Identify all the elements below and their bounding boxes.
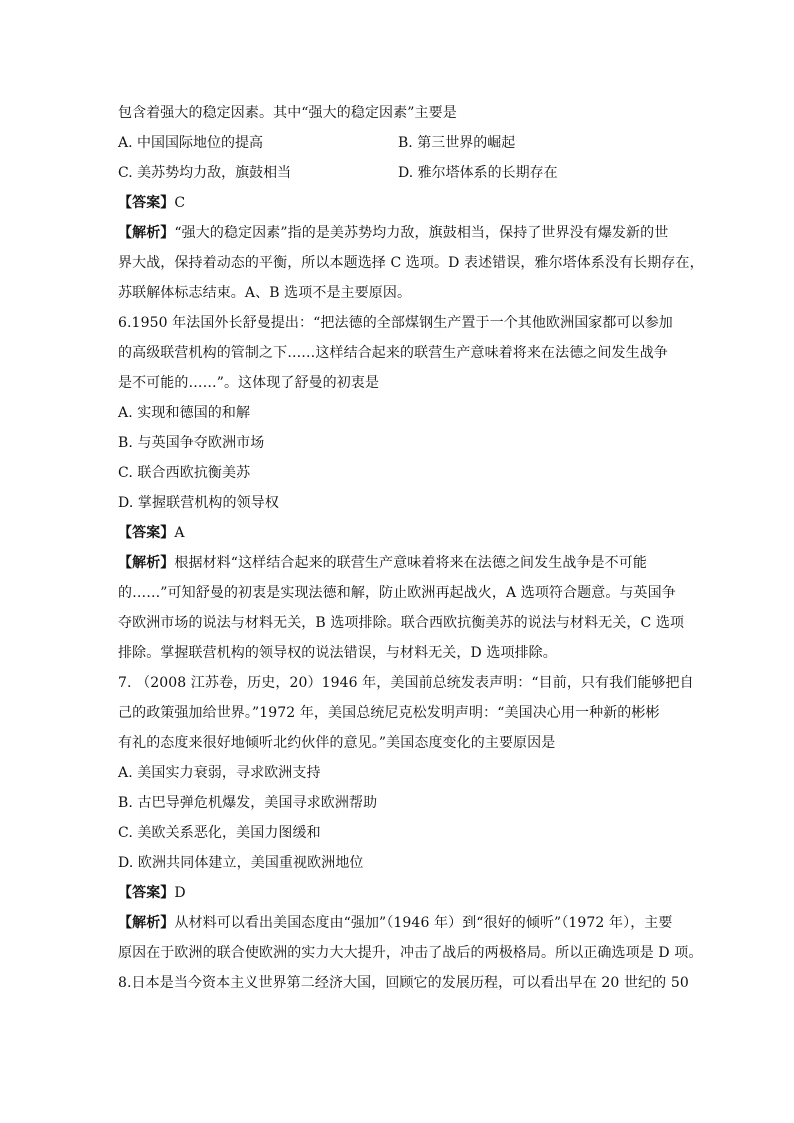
answer-tag: 【答案】 — [118, 525, 175, 541]
q6-stem-line-3: 是不可能的……”。这体现了舒曼的初衷是 — [118, 375, 380, 391]
q6-stem-line-2: 的高级联营机构的管制之下……这样结合起来的联营生产意味着将来在法德之间发生战争 — [118, 345, 668, 361]
answer-value: A — [174, 525, 185, 541]
q7-option-d: D. 欧洲共同体建立，美国重视欧洲地位 — [118, 855, 364, 871]
analysis-text: “强大的稳定因素”指的是美苏势均力敌，旗鼓相当，保持了世界没有爆发新的世 — [174, 225, 669, 241]
q6-option-a: A. 实现和德国的和解 — [118, 405, 251, 421]
q5-option-c: C. 美苏势均力敌，旗鼓相当 — [118, 165, 292, 181]
q7-answer — [118, 881, 678, 905]
analysis-text: 根据材料“这样结合起来的联营生产意味着将来在法德之间发生战争是不可能 — [174, 555, 647, 571]
q6-option-b: B. 与英国争夺欧洲市场 — [118, 435, 265, 451]
q5-option-a: A. 中国国际地位的提高 — [118, 135, 264, 151]
q6-stem-line-1: 6.1950 年法国外长舒曼提出：“把法德的全部煤钢生产置于一个其他欧洲国家都可以参加 — [118, 315, 673, 331]
q5-analysis-line-1 — [118, 221, 678, 245]
q7-option-c: C. 美欧关系恶化，美国力图缓和 — [118, 825, 321, 841]
q7-option-a: A. 美国实力衰弱，寻求欧洲支持 — [118, 765, 321, 781]
q6-option-c: C. 联合西欧抗衡美苏 — [118, 465, 251, 481]
q6-analysis-line-3: 夺欧洲市场的说法与材料无关，B 选项排除。联合西欧抗衡美苏的说法与材料无关，C 选项 — [118, 615, 685, 631]
analysis-tag: 【解析】 — [118, 225, 175, 241]
q6-option-d: D. 掌握联营机构的领导权 — [118, 495, 279, 511]
q7-stem-line-3: 有礼的态度来很好地倾听北约伙伴的意见。”美国态度变化的主要原因是 — [118, 735, 556, 751]
answer-value: C — [174, 195, 186, 211]
q5-options-row-1 — [118, 131, 678, 155]
q6-analysis-line-4: 排除。掌握联营机构的领导权的说法错误，与材料无关，D 选项排除。 — [118, 645, 557, 661]
q5-option-b: B. 第三世界的崛起 — [398, 135, 516, 151]
analysis-text: 从材料可以看出美国态度由“强加”（1946 年）到“很好的倾听”（1972 年），主要 — [174, 915, 673, 931]
q5-answer — [118, 191, 678, 215]
q7-stem-line-1: 7. （2008 江苏卷，历史，20）1946 年，美国前总统发表声明：“目前，只有我们能够把自 — [118, 675, 694, 691]
q6-answer — [118, 521, 678, 545]
q5-analysis-line-3: 苏联解体标志结束。A、B 选项不是主要原因。 — [118, 285, 412, 301]
q7-stem-line-2: 己的政策强加给世界。”1972 年，美国总统尼克松发明声明：“美国决心用一种新的彬彬 — [118, 705, 660, 721]
q7-analysis-line-1 — [118, 911, 678, 935]
answer-tag: 【答案】 — [118, 885, 175, 901]
q5-options-row-2 — [118, 161, 678, 185]
analysis-tag: 【解析】 — [118, 555, 175, 571]
q5-option-d: D. 雅尔塔体系的长期存在 — [398, 165, 558, 181]
answer-value: D — [174, 885, 186, 901]
document-body — [118, 101, 704, 1001]
q7-option-b: B. 古巴导弹危机爆发，美国寻求欧洲帮助 — [118, 795, 378, 811]
q5-stem-continuation: 包含着强大的稳定因素。其中“强大的稳定因素”主要是 — [118, 105, 457, 121]
q6-analysis-line-2: 的……”可知舒曼的初衷是实现法德和解，防止欧洲再起战火，A 选项符合题意。与英国争 — [118, 585, 676, 601]
answer-tag: 【答案】 — [118, 195, 175, 211]
analysis-tag: 【解析】 — [118, 915, 175, 931]
q8-stem-line-1: 8.日本是当今资本主义世界第二经济大国，回顾它的发展历程，可以看出早在 20 世纪的 50 — [118, 975, 689, 991]
q5-analysis-line-2: 界大战，保持着动态的平衡，所以本题选择 C 选项。D 表述错误，雅尔塔体系没有长期存在， — [118, 255, 704, 271]
q7-analysis-line-2: 原因在于欧洲的联合使欧洲的实力大大提升，冲击了战后的两极格局。所以正确选项是 D 项。 — [118, 945, 703, 961]
q6-analysis-line-1 — [118, 551, 678, 575]
